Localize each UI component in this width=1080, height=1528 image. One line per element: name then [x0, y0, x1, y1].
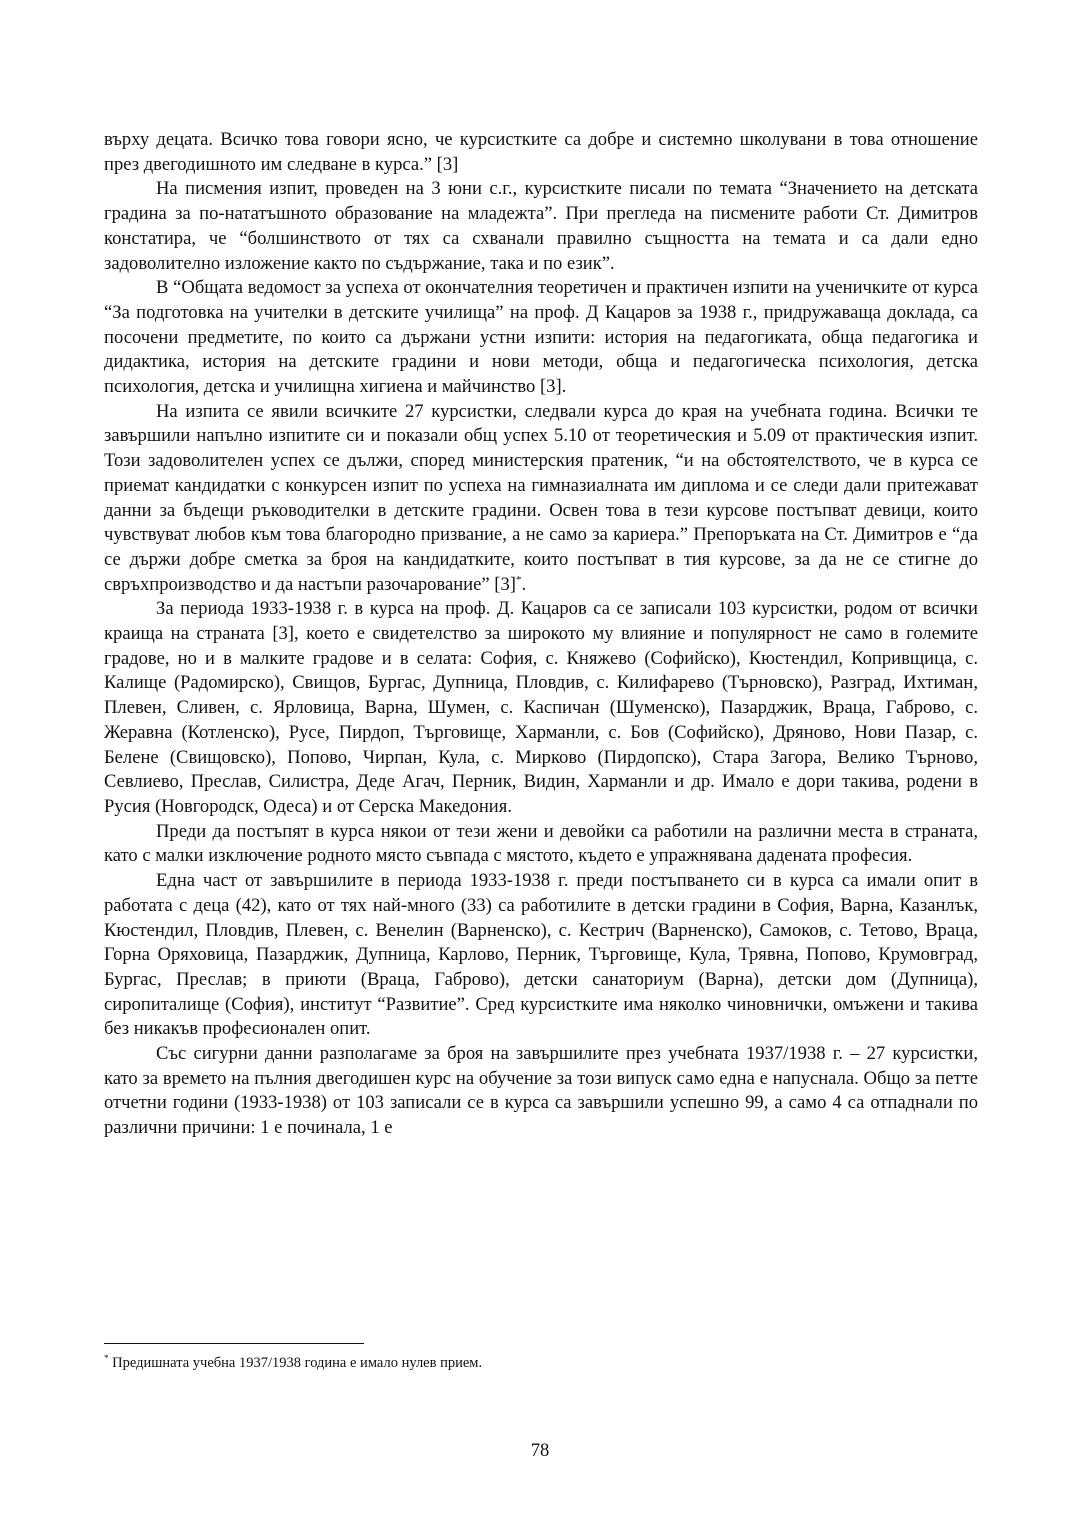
paragraph-enrollment-period: За периода 1933-1938 г. в курса на проф. Д. Кацаров са се записали 103 курсистки, родом от всички краища на страната [3], което е свидетелство за широкото му влияние и популярност не само в големите градове, но и в малките градове и в селата: София, с. Княжево (Софийско), Кюстендил, Копривщица, с. Калище (Радомирско), Свищов, Бургас, Дупница, Пловдив, с. Килифарево (Търновско), Разград, Ихтиман, Плевен, Сливен, с. Ярловица, Варна, Шумен, с. Каспичан (Шуменско), Пазарджик, Враца, Габрово, с. Жеравна (Котленско), Русе, Пирдоп, Търговище, Харманли, с. Бов (Софийско), Дряново, Нови Пазар, с. Белене (Свищовско), Попово, Чирпан, Кула, с. Мирково (Пирдопско), Стара Загора, Велико Търново, Севлиево, Преслав, Силистра, Деде Агач, Перник, Видин, Харманли и др. Имало е дори такива, родени в Русия (Новгородск, Одеса) и от Серска Македония. [104, 598, 978, 817]
page-body [104, 128, 978, 1141]
footnote [104, 1353, 978, 1373]
paragraph-written-exam: На писмения изпит, проведен на 3 юни с.г., курсистките писали по темата “Значението на детската градина за по-нататъшното образование на младежта”. При прегледа на писмените работи Ст. Димитров констатира, че “болшинството от тях са схванали правилно същността на темата и са дали едно задоволително изложение както по съдържание, така и по език”. [104, 178, 978, 274]
paragraph-experience: Една част от завършилите в периода 1933-1938 г. преди постъпването си в курса са имали опит в работата с деца (42), като от тях най-много (33) са работилите в детски градини в София, Варна, Казанлък, Кюстендил, Пловдив, Плевен, с. Венелин (Варненско), с. Кестрич (Варненско), Самоков, с. Тетово, Враца, Горна Оряховица, Пазарджик, Дупница, Карлово, Перник, Търговище, Кула, Трявна, Попово, Крумовград, Бургас, Преслав; в приюти (Враца, Габрово), детски санаториум (Варна), детски дом (Дупница), сиропиталище (София), институт “Развитие”. Сред курсистките има няколко чиновнички, омъжени и такива без никакъв професионален опит. [104, 870, 978, 1040]
footnote-text: Предишната учебна 1937/1938 година е имало нулев прием. [112, 1355, 483, 1371]
page-number: 78 [530, 1440, 550, 1461]
paragraph-exam-results-text: На изпита се явили всичките 27 курсистки, следвали курса до края на учебната година. Всички те завършили напълно изпитите си и показали общ успех 5.10 от теоретическия и 5.09 от практическия изпит. Този задоволителен успех се дължи, според министерския пратеник, “и на обстоятелството, че в курса се приемат кандидатки с конкурсен изпит по успеха на гимназиалната им диплома и се следи дали притежават данни за бъдещи ръководителки в детските градини. Освен това в тези курсове постъпват девици, които чувствуват любов към това благородно призвание, а не само за кариера.” Препоръката на Ст. Димитров е “да се държи добре сметка за броя на кандидатките, които постъпват в тия курсове, за да не се стигне до свръхпроизводство и да настъпи разочарование” [3] [104, 400, 978, 595]
paragraph-exam-results [104, 400, 978, 598]
footnote-reference: * [515, 573, 522, 586]
paragraph-graduates: Със сигурни данни разполагаме за броя на завършилите през учебната 1937/1938 г. – 27 курсистки, като за времето на пълния двегодишен курс на обучение за този випуск само една е напуснала. Общо за петте отчетни години (1933-1938) от 103 записали се в курса са завършили успешно 99, а само 4 са отпаднали по различни причини: 1 е починала, 1 е [104, 1043, 978, 1139]
footnote-divider [104, 1343, 364, 1344]
paragraph-prior-work: Преди да постъпят в курса някои от тези жени и девойки са работили на различни места в страната, като с малки изключение родното място съвпада с мястото, където е упражнявана дадената професия. [104, 820, 978, 867]
paragraph-continued: върху децата. Всичко това говори ясно, че курсистките са добре и системно школувани в това отношение през двегодишното им следване в курса.” [3] [104, 129, 978, 175]
footnote-marker: * [104, 1353, 109, 1364]
paragraph-general-register: В “Общата ведомост за успеха от окончателния теоретичен и практичен изпити на ученичките от курса “За подготовка на учителки в детските училища” на проф. Д Кацаров за 1938 г., придружаваща доклада, са посочени предметите, по които са държани устни изпити: история на педагогиката, обща педагогика и дидактика, история на детските градини и нови методи, обща и педагогическа психология, детска психология, детска и училищна хигиена и майчинство [3]. [104, 277, 978, 398]
paragraph-exam-results-end: . [521, 573, 527, 595]
